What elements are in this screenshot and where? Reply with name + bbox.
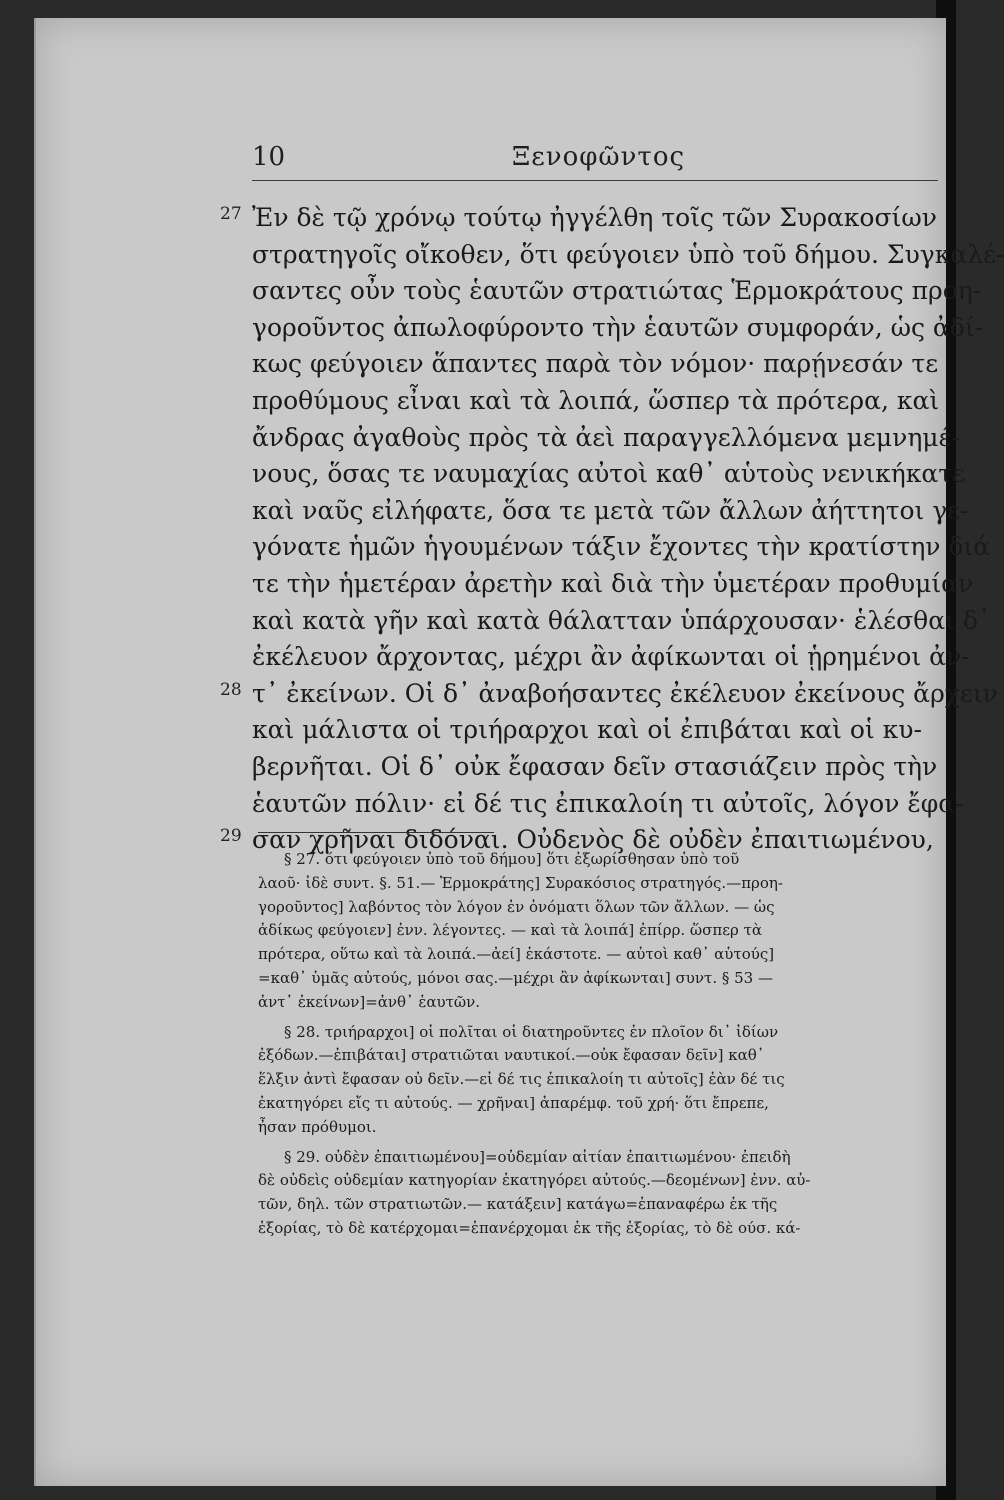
page-header [252,140,938,181]
footnote-line: ἐξόδων.—ἐπιβάται] στρατιῶται ναυτικοί.—οὐκ ἔφασαν δεῖν] καθ᾽ [258,1046,765,1065]
section-number: 28 [220,679,242,700]
line-text: νους, ὅσας τε ναυμαχίας αὐτοὶ καθ᾽ αὑτοὺς νενικήκατε [252,459,966,489]
line-text: γοροῦντος ἀπωλοφύροντο τὴν ἑαυτῶν συμφοράν, ὡς ἀδί- [252,312,984,342]
text-line [232,273,982,310]
footnotes [258,848,942,1241]
line-text: ἑαυτῶν πόλιν· εἰ δέ τις ἐπικαλοίη τι αὐτοῖς, λόγον ἔφα- [252,788,964,818]
line-text: Ἐν δὲ τῷ χρόνῳ τούτῳ ἠγγέλθη τοῖς τῶν Συρακοσίων [252,203,937,232]
footnote-line: ἐκατηγόρει εἴς τι αὐτούς. — χρῆναι] ἀπαρέμφ. τοῦ χρή· ὅτι ἔπρεπε, [258,1093,769,1112]
text-line [232,456,966,493]
footnote-line: λαοῦ· ἰδὲ συντ. §. 51.— Ἑρμοκράτης] Συρακόσιος στρατηγός.—προη- [258,873,783,892]
footnote-line: τῶν, δηλ. τῶν στρατιωτῶν.— κατάξειν] κατάγω=ἐπαναφέρω ἐκ τῆς [258,1195,778,1214]
line-text: σαν χρῆναι διδόναι. Οὐδενὸς δὲ οὐδὲν ἐπαιτιωμένου, [252,825,934,855]
line-text: γόνατε ἡμῶν ἡγουμένων τάξιν ἔχοντες τὴν κρατίστην διά [252,532,991,562]
line-text: στρατηγοῖς οἴκοθεν, ὅτι φεύγοιεν ὑπὸ τοῦ δήμου. Συγκαλέ- [252,239,1004,269]
line-text: βερνῆται. Οἱ δ᾽ οὐκ ἔφασαν δεῖν στασιάζειν πρὸς τὴν [252,751,938,781]
footnote-line: ἦσαν πρόθυμοι. [258,1117,377,1136]
section-number: 29 [220,826,242,847]
footnote-line: ἀντ᾽ ἐκείνων]=ἀνθ᾽ ἑαυτῶν. [258,992,481,1011]
text-line [232,237,1004,274]
line-text: ἄνδρας ἀγαθοὺς πρὸς τὰ ἀεὶ παραγγελλόμενα μεμνημέ- [252,422,960,452]
running-head: Ξενοφῶντος [512,142,686,172]
line-text: τ᾽ ἐκείνων. Οἱ δ᾽ ἀναβοήσαντες ἐκέλευον ἐκείνους ἄρχειν [252,678,998,708]
line-text: τε τὴν ἡμετέραν ἀρετὴν καὶ διὰ τὴν ὑμετέραν προθυμίαν [252,568,974,598]
text-line [232,493,969,530]
line-text: καὶ ναῦς εἰλήφατε, ὅσα τε μετὰ τῶν ἄλλων ἀήττητοι γε- [252,495,969,525]
text-line [232,346,942,383]
text-line [232,639,970,676]
footnote-line: δὲ οὐδεὶς οὐδεμίαν κατηγορίαν ἐκατηγόρει αὐτούς.—δεομένων] ἐνν. αὐ- [258,1171,811,1190]
page-number: 10 [252,142,286,172]
line-text: προθύμους εἶναι καὶ τὰ λοιπά, ὥσπερ τὰ πρότερα, καὶ [252,385,940,415]
text-line [232,749,942,786]
footnote-line: ἕλξιν ἀντὶ ἔφασαν οὐ δεῖν.—εἰ δέ τις ἐπικαλοίη τι αὐτοῖς] ἐὰν δέ τις [258,1070,785,1089]
text-line [232,420,960,457]
text-line [220,676,998,713]
text-line [232,566,974,603]
text-line [232,786,964,823]
text-line [232,310,984,347]
footnote-line: πρότερα, οὕτω καὶ τὰ λοιπά.—ἀεί] ἑκάστοτε. — αὐτοὶ καθ᾽ αὑτούς] [258,945,775,964]
footnote-line: § 28. τριήραρχοι] οἱ πολῖται οἱ διατηροῦντες ἐν πλοῖον δι᾽ ἰδίων [284,1022,779,1041]
text-line [232,603,991,640]
footnote-line: § 29. οὐδὲν ἐπαιτιωμένου]=οὐδεμίαν αἰτίαν ἐπαιτιωμένου· ἐπειδὴ [284,1147,791,1166]
footnote-line: ἀδίκως φεύγοιεν] ἐνν. λέγοντες. — καὶ τὰ λοιπά] ἐπίρρ. ὥσπερ τὰ [258,921,763,940]
section-number: 27 [220,204,242,224]
footnote-line: § 27. ὅτι φεύγοιεν ὑπὸ τοῦ δήμου] ὅτι ἐξωρίσθησαν ὑπὸ τοῦ [284,850,740,868]
line-text: ἐκέλευον ἄρχοντας, μέχρι ἂν ἀφίκωνται οἱ ᾑρημένοι ἀν- [252,642,970,672]
text-line [232,712,942,749]
footnote-line: ἐξορίας, τὸ δὲ κατέρχομαι=ἐπανέρχομαι ἐκ τῆς ἐξορίας, τὸ δὲ ούσ. κά- [258,1218,801,1237]
line-text: κως φεύγοιεν ἅπαντες παρὰ τὸν νόμον· παρῄνεσάν τε [252,349,939,379]
text-line [232,529,991,566]
text-line [232,383,942,420]
line-text: καὶ κατὰ γῆν καὶ κατὰ θάλατταν ὑπάρχουσαν· ἑλέσθαι δ᾽ [252,605,991,635]
main-text [220,200,1004,859]
footnote-line: =καθ᾽ ὑμᾶς αὐτούς, μόνοι σας.—μέχρι ἂν ἀφίκωνται] συντ. § 53 — [258,968,773,987]
footnote-line: γοροῦντος] λαβόντος τὸν λόγον ἐν ὀνόματι ὅλων τῶν ἄλλων. — ὡς [258,897,775,916]
text-line [220,200,942,237]
footnote-rule [258,832,494,833]
line-text: σαντες οὖν τοὺς ἑαυτῶν στρατιώτας Ἑρμοκράτους προη- [252,276,982,306]
line-text: καὶ μάλιστα οἱ τριήραρχοι καὶ οἱ ἐπιβάται καὶ οἱ κυ- [252,715,922,745]
